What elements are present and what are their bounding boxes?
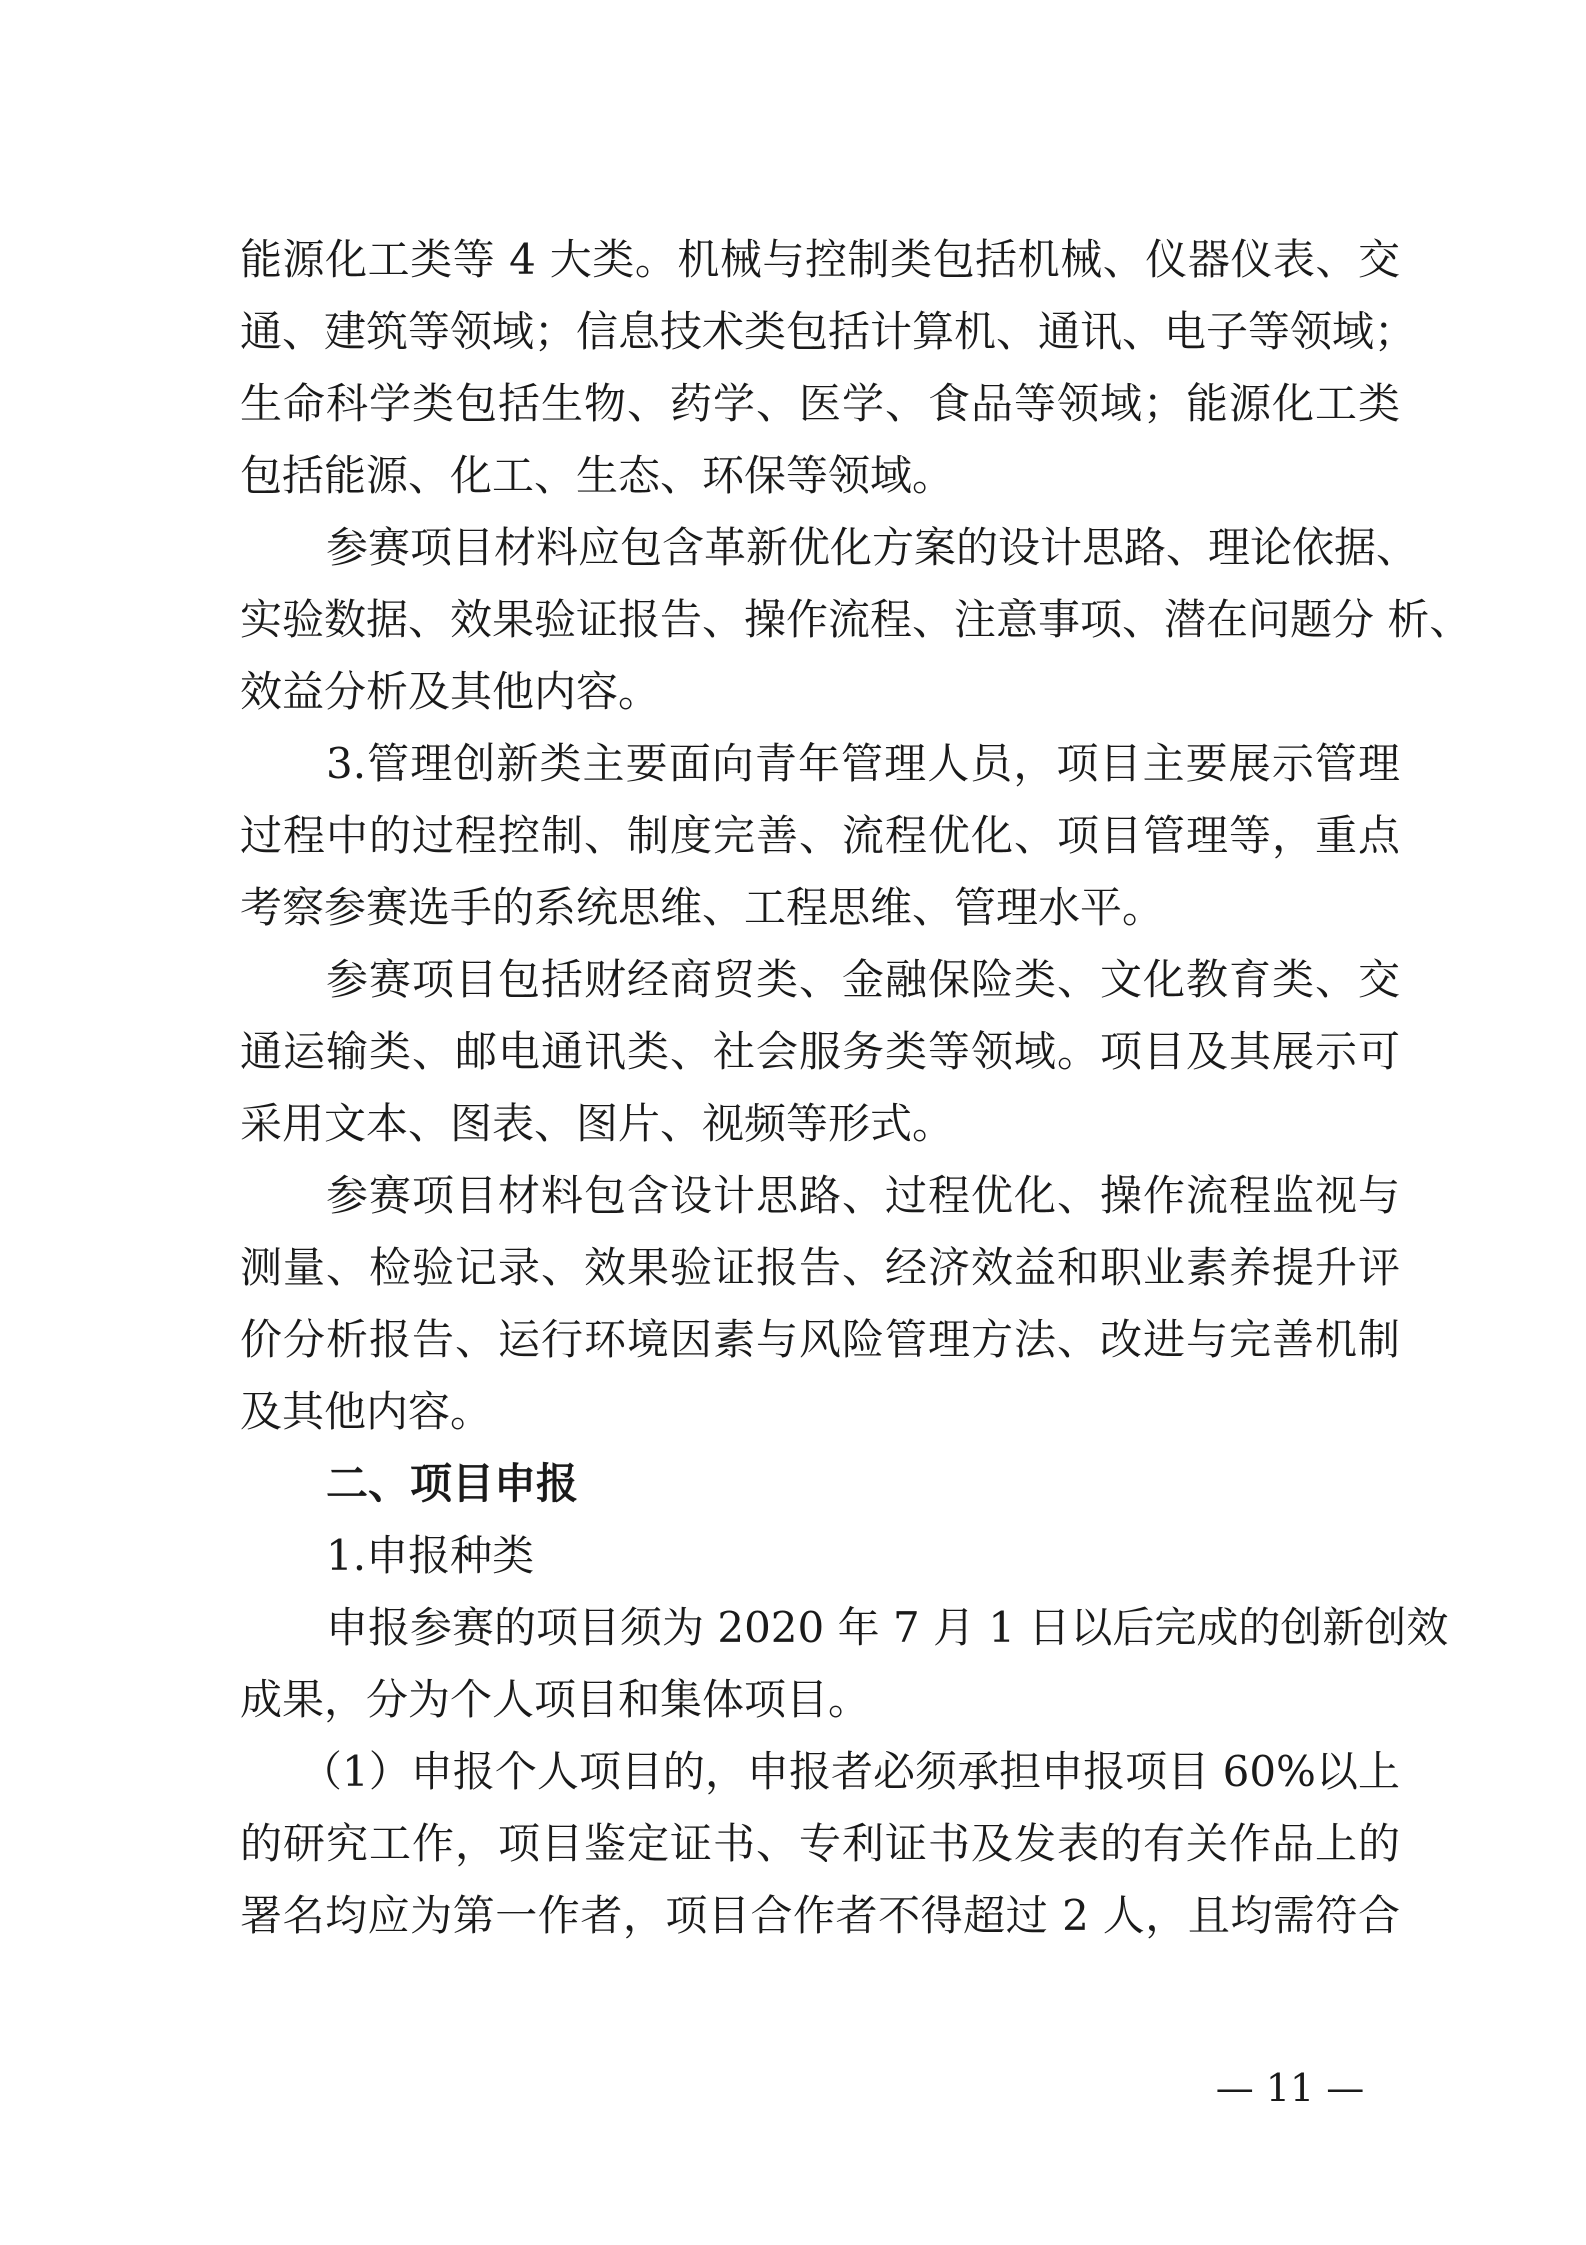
- paragraph-line: 参赛项目包括财经商贸类、金融保险类、文化教育类、交: [326, 955, 1400, 1004]
- paragraph-line: 生命科学类包括生物、药学、医学、食品等领域；能源化工类: [240, 379, 1400, 428]
- paragraph-line: 通、建筑等领域；信息技术类包括计算机、通讯、电子等领域；: [240, 307, 1417, 356]
- paragraph-line: 采用文本、图表、图片、视频等形式。: [240, 1099, 955, 1148]
- paragraph-line: 考察参赛选手的系统思维、工程思维、管理水平。: [240, 883, 1165, 932]
- paragraph-line: （1）申报个人项目的，申报者必须承担申报项目 60%以上: [300, 1747, 1400, 1796]
- paragraph-line: 过程中的过程控制、制度完善、流程优化、项目管理等，重点: [240, 811, 1400, 860]
- paragraph-line: 成果，分为个人项目和集体项目。: [240, 1675, 871, 1724]
- paragraph-line: 实验数据、效果验证报告、操作流程、注意事项、潜在问题分 析、: [240, 595, 1472, 644]
- page-number: — 11 —: [1215, 2066, 1365, 2110]
- paragraph-line: 参赛项目材料包含设计思路、过程优化、操作流程监视与: [326, 1171, 1400, 1220]
- paragraph-line: 参赛项目材料应包含革新优化方案的设计思路、理论依据、: [326, 523, 1419, 572]
- paragraph-line: 包括能源、化工、生态、环保等领域。: [240, 451, 955, 500]
- paragraph-line: 申报参赛的项目须为 2020 年 7 月 1 日以后完成的创新创效: [326, 1603, 1449, 1652]
- paragraph-line: 3.管理创新类主要面向青年管理人员，项目主要展示管理: [326, 739, 1400, 788]
- paragraph-line: 通运输类、邮电通讯类、社会服务类等领域。项目及其展示可: [240, 1027, 1400, 1076]
- paragraph-line: 的研究工作，项目鉴定证书、专利证书及发表的有关作品上的: [240, 1819, 1400, 1868]
- paragraph-line: 署名均应为第一作者，项目合作者不得超过 2 人，且均需符合: [240, 1891, 1400, 1940]
- section-heading: 二、项目申报: [326, 1459, 579, 1508]
- paragraph-line: 测量、检验记录、效果验证报告、经济效益和职业素养提升评: [240, 1243, 1400, 1292]
- subsection-heading: 1.申报种类: [326, 1531, 535, 1580]
- paragraph-line: 及其他内容。: [240, 1387, 493, 1436]
- paragraph-line: 能源化工类等 4 大类。机械与控制类包括机械、仪器仪表、交: [240, 235, 1400, 284]
- paragraph-line: 价分析报告、运行环境因素与风险管理方法、改进与完善机制: [240, 1315, 1400, 1364]
- paragraph-line: 效益分析及其他内容。: [240, 667, 661, 716]
